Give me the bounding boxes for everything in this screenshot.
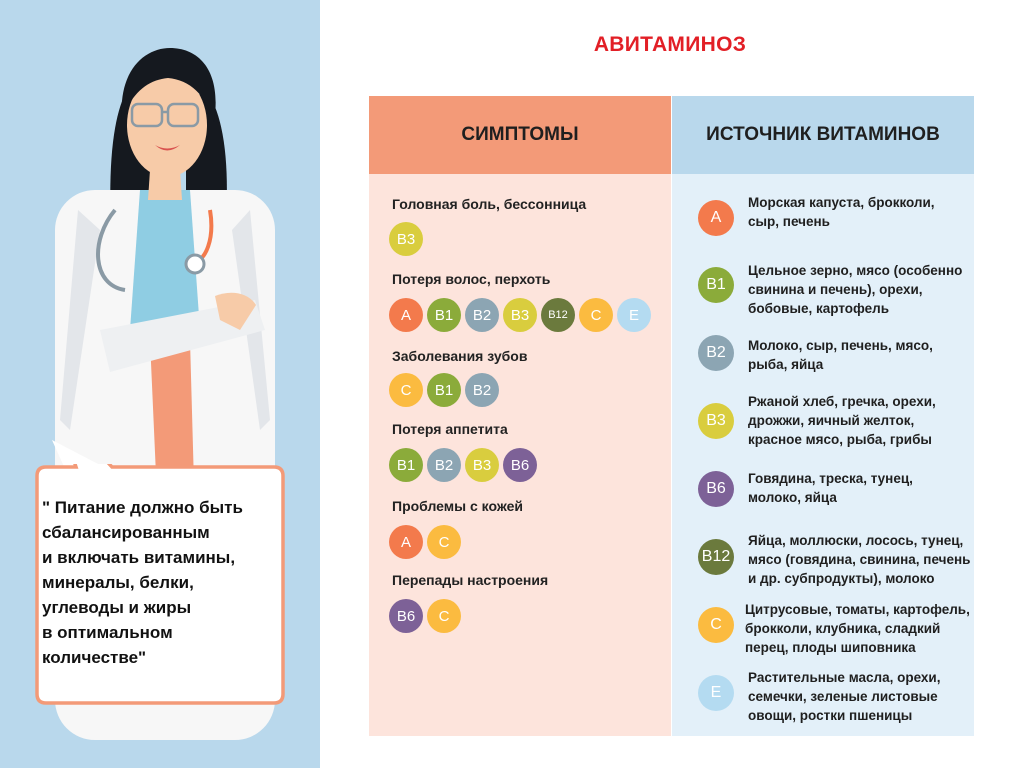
vitamin-chip: A [389,525,423,559]
vitamin-chip: B3 [389,222,423,256]
source-text: Ржаной хлеб, гречка, орехи, дрожжи, яичный желток, красное мясо, рыба, грибы [748,394,936,447]
vitamin-chip: B2 [465,373,499,407]
vitamin-chip: B12 [541,298,575,332]
vitamin-chip: B1 [427,298,461,332]
symptom-label: Потеря волос, перхоть [392,271,551,287]
vitamin-chip: C [427,525,461,559]
vitamin-chip: C [579,298,613,332]
vitamin-chip: B3 [465,448,499,482]
vitamin-chip: A [698,200,734,236]
source-text: Цельное зерно, мясо (особенно свинина и печень), орехи, бобовые, картофель [748,263,963,316]
source-text: Говядина, треска, тунец, молоко, яйца [748,471,913,505]
source-text: Морская капуста, брокколи, сыр, печень [748,195,935,229]
source-text: Цитрусовые, томаты, картофель, брокколи, клубника, сладкий перец, плоды шиповника [745,602,970,655]
vitamin-chip: A [389,298,423,332]
vitamin-chip: B2 [465,298,499,332]
vitamin-chip: B6 [698,471,734,507]
quote-bubble [34,464,286,706]
symptoms-header: СИМПТОМЫ [369,96,671,174]
vitamin-chip: B1 [698,267,734,303]
vitamin-chip: B3 [698,403,734,439]
vitamin-chip: C [698,607,734,643]
source-text: Яйца, моллюски, лосось, тунец, мясо (говядина, свинина, печень и др. субпродукты), молоко [748,533,971,586]
vitamin-chip: B2 [427,448,461,482]
source-text: Молоко, сыр, печень, мясо, рыба, яйца [748,338,933,372]
vitamin-chip: B2 [698,335,734,371]
vitamin-chip: B12 [698,539,734,575]
sources-header: ИСТОЧНИК ВИТАМИНОВ [672,96,974,174]
page-title: АВИТАМИНОЗ [593,33,747,56]
vitamin-chip: B6 [503,448,537,482]
vitamin-chip: B1 [427,373,461,407]
symptom-label: Потеря аппетита [392,421,508,437]
symptom-label: Головная боль, бессонница [392,196,587,212]
quote-text: " Питание должно быть сбалансированным и включать витамины, минералы, белки, углеводы и жиры в оптимальном количестве" [42,498,243,667]
vitamin-chip: C [427,599,461,633]
symptom-label: Перепады настроения [392,572,549,588]
vitamin-chip: B3 [503,298,537,332]
vitamin-chip: B1 [389,448,423,482]
vitamin-chip: B6 [389,599,423,633]
vitamin-chip: E [698,675,734,711]
vitamin-chip: E [617,298,651,332]
symptom-label: Проблемы с кожей [392,498,523,514]
vitamin-chip: C [389,373,423,407]
symptom-label: Заболевания зубов [392,348,528,364]
source-text: Растительные масла, орехи, семечки, зеленые листовые овощи, ростки пшеницы [748,670,941,723]
